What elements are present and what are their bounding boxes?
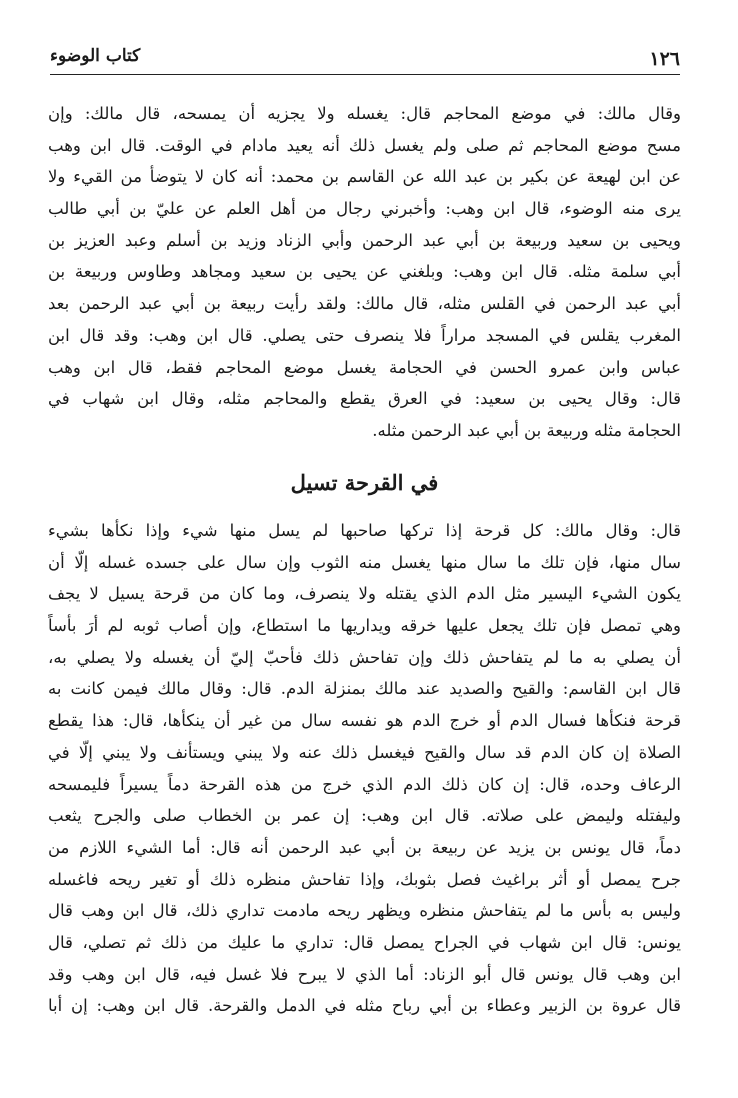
text-line: عن ابن لهيعة عن بكير بن عبد الله عن القاسم بن محمد: أنه كان لا يتوضأ من القيء ولا: [48, 167, 681, 187]
page-number: ١٢٦: [649, 48, 680, 70]
paragraph-1: [48, 98, 681, 447]
header-divider: [50, 74, 680, 75]
paragraph-2: [48, 515, 681, 1022]
text-line: وليس به بأس ما لم يتفاحش منظره ويظهر ريحه مادمت تداري ذلك، قال ابن وهب قال: [48, 901, 681, 921]
text-line: الصلاة إن كان الدم قد سال والقيح فيغسل ذلك عنه ولا يبني ويستأنف ولا يبني إلّا في: [48, 742, 681, 762]
text-line: يرى منه الوضوء، قال ابن وهب: وأخبرني رجال من أهل العلم عن عليّ بن أبي طالب: [48, 199, 681, 219]
text-line: قال ابن القاسم: والقيح والصديد عند مالك بمنزلة الدم. قال: وقال مالك فيمن كانت به: [48, 679, 681, 699]
page-header: [50, 44, 680, 74]
text-line: ابن وهب قال يونس قال أبو الزناد: أما الذي لا يبرح فلا غسل فيه، قال ابن وهب وقد: [48, 964, 681, 984]
text-line: قال عروة بن الزبير وعطاء بن أبي رباح مثله في الدمل والقرحة. قال ابن وهب: إن أبا: [48, 996, 681, 1016]
text-line: وليفتله وليمض على صلاته. قال ابن وهب: إن عمر بن الخطاب صلى والجرح يثعب: [48, 806, 681, 826]
text-line: أن يصلي به ما لم يتفاحش ذلك وإن تفاحش ذلك فأحبّ إليّ أن يغسله ولا يصلي به،: [48, 647, 681, 667]
text-line: يونس: قال ابن شهاب في الجراح يمصل قال: تداري ما عليك من ذلك ثم تصلي، قال: [48, 932, 681, 952]
text-line: قرحة فنكأها فسال الدم أو خرج الدم هو نفسه سال من غير أن ينكأها، قال: هذا يقطع: [48, 711, 681, 731]
text-line: سال منها، فإن تلك ما سال منها يغسل منه الثوب وإن سال على جسده غسله إلّا أن: [48, 552, 681, 572]
text-line: ويحيى بن سعيد وربيعة بن أبي عبد الرحمن وأبي الزناد وزيد بن أسلم وعبد العزيز بن: [48, 230, 681, 250]
text-line: قال: وقال يحيى بن سعيد: في العرق يقطع والمحاجم مثله، وقال ابن شهاب في: [48, 389, 681, 409]
text-line: عباس وابن عمرو الحسن في الحجامة يغسل موضع المحاجم فقط، قال ابن وهب: [48, 357, 681, 377]
text-line: قال: وقال مالك: كل قرحة إذا تركها صاحبها لم يسل منها شيء وإذا نكأها بشيء: [48, 521, 681, 540]
text-line: جرح يمصل أو أثر براغيث فصل بثوبك، وإذا تفاحش منظره ذلك أو تغير ريحه فاغسله: [48, 869, 681, 889]
section-heading: في القرحة تسيل: [290, 470, 439, 495]
text-line: المغرب يقلس في المسجد مراراً فلا ينصرف حتى يصلي. قال ابن وهب: وقد قال ابن: [48, 325, 681, 345]
text-line: أبي عبد الرحمن في القلس مثله، قال مالك: ولقد رأيت ربيعة بن أبي عبد الرحمن بعد: [48, 294, 681, 314]
text-line: الحجامة مثله وربيعة بن أبي عبد الرحمن مثله.: [372, 420, 681, 440]
text-line: وقال مالك: في موضع المحاجم قال: يغسله ولا يجزيه أن يمسحه، قال مالك: وإن: [48, 104, 681, 123]
text-line: وهي تمصل فإن تلك يجعل عليها خرقه ويداريها ما استطاع، وإن أصاب ثوبه لم أرَ بأساً: [48, 616, 681, 636]
text-line: مسح موضع المحاجم ثم صلى ولم يغسل ذلك أنه يعيد مادام في الوقت. قال ابن وهب: [48, 135, 681, 155]
text-line: يكون الشيء اليسير مثل الدم الذي يقتله ولا ينصرف، وما كان من قرحة يسيل لا يجف: [48, 584, 681, 604]
text-line: أبي سلمة مثله. قال ابن وهب: وبلغني عن يحيى بن سعيد ومجاهد وطاوس وربيعة بن: [48, 262, 681, 282]
running-title: كتاب الوضوء: [50, 46, 141, 66]
text-line: الرعاف وحده، قال: إن كان ذلك الدم الذي خرج من هذه القرحة دماً يسيراً فليمسحه: [48, 774, 681, 794]
text-line: دماً، قال يونس بن يزيد عن ربيعة بن أبي عبد الرحمن أنه قال: أما الشيء اللازم من: [48, 837, 681, 857]
